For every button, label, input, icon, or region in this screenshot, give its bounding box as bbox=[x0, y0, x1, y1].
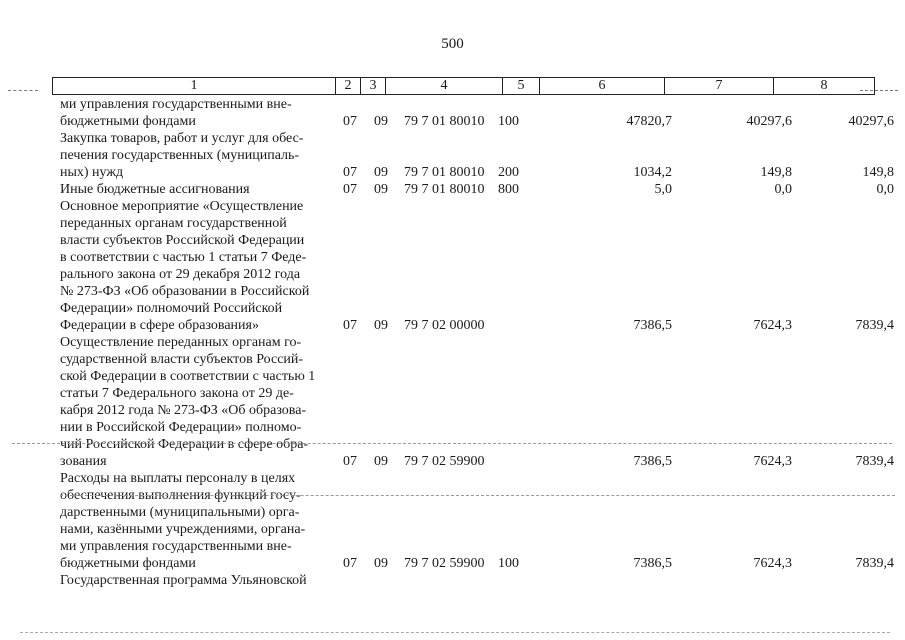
row-description bbox=[60, 96, 340, 130]
scan-artifact-line bbox=[12, 443, 892, 444]
amount-col-6: 1034,2 bbox=[633, 165, 672, 180]
description-line: нами, казёнными учреждениями, органа- bbox=[60, 522, 306, 537]
row-description bbox=[60, 181, 340, 198]
row-description bbox=[60, 572, 340, 589]
scan-artifact-line bbox=[860, 90, 898, 91]
header-col-2: 2 bbox=[336, 78, 361, 95]
description-line: ных) нужд bbox=[60, 165, 124, 180]
amount-col-7: 7624,3 bbox=[753, 318, 792, 333]
target-article-code: 79 7 01 80010 bbox=[404, 114, 485, 129]
amount-col-8: 40297,6 bbox=[848, 114, 894, 129]
description-line: кабря 2012 года № 273-ФЗ «Об образова- bbox=[60, 403, 307, 418]
expense-type-code: 100 bbox=[498, 556, 519, 571]
description-line: зования bbox=[60, 454, 107, 469]
table-row bbox=[52, 130, 894, 181]
subsection-code: 09 bbox=[374, 454, 388, 469]
description-line: Государственная программа Ульяновской bbox=[60, 573, 307, 588]
expense-type-code: 800 bbox=[498, 182, 519, 197]
description-line: нии в Российской Федерации» полномо- bbox=[60, 420, 302, 435]
header-col-1: 1 bbox=[53, 78, 336, 95]
description-line: № 273-ФЗ «Об образовании в Российской bbox=[60, 284, 310, 299]
description-line: ской Федерации в соответствии с частью 1 bbox=[60, 369, 316, 384]
expense-type-code: 200 bbox=[498, 165, 519, 180]
description-line: в соответствии с частью 1 статьи 7 Феде- bbox=[60, 250, 307, 265]
target-article-code: 79 7 02 00000 bbox=[404, 318, 485, 333]
description-line: чий Российской Федерации в сфере обра- bbox=[60, 437, 309, 452]
amount-col-8: 149,8 bbox=[862, 165, 894, 180]
description-line: ми управления государственными вне- bbox=[60, 539, 292, 554]
amount-col-7: 149,8 bbox=[760, 165, 792, 180]
target-article-code: 79 7 01 80010 bbox=[404, 165, 485, 180]
scan-artifact-line bbox=[20, 632, 890, 633]
amount-col-8: 0,0 bbox=[876, 182, 894, 197]
description-line: Федерации в сфере образования» bbox=[60, 318, 259, 333]
amount-col-7: 0,0 bbox=[774, 182, 792, 197]
header-col-7: 7 bbox=[665, 78, 774, 95]
header-col-8: 8 bbox=[774, 78, 875, 95]
amount-col-6: 7386,5 bbox=[633, 556, 672, 571]
section-code: 07 bbox=[343, 165, 357, 180]
table-row bbox=[52, 198, 894, 334]
budget-rows bbox=[52, 96, 894, 589]
amount-col-6: 5,0 bbox=[654, 182, 672, 197]
description-line: ми управления государственными вне- bbox=[60, 97, 292, 112]
description-line: Федерации» полномочий Российской bbox=[60, 301, 283, 316]
amount-col-6: 7386,5 bbox=[633, 318, 672, 333]
section-code: 07 bbox=[343, 556, 357, 571]
description-line: дарственными (муниципальными) орга- bbox=[60, 505, 300, 520]
description-line: обеспечения выполнения функций госу- bbox=[60, 488, 301, 503]
subsection-code: 09 bbox=[374, 114, 388, 129]
description-line: статьи 7 Федерального закона от 29 де- bbox=[60, 386, 294, 401]
subsection-code: 09 bbox=[374, 556, 388, 571]
description-line: власти субъектов Российской Федерации bbox=[60, 233, 305, 248]
target-article-code: 79 7 02 59900 bbox=[404, 556, 485, 571]
description-line: Расходы на выплаты персоналу в целях bbox=[60, 471, 296, 486]
expense-type-code: 100 bbox=[498, 114, 519, 129]
page-number: 500 bbox=[441, 36, 464, 52]
row-description bbox=[60, 130, 340, 181]
section-code: 07 bbox=[343, 454, 357, 469]
description-line: Закупка товаров, работ и услуг для обес- bbox=[60, 131, 304, 146]
amount-col-6: 47820,7 bbox=[626, 114, 672, 129]
header-col-6: 6 bbox=[540, 78, 665, 95]
subsection-code: 09 bbox=[374, 318, 388, 333]
amount-col-8: 7839,4 bbox=[855, 454, 894, 469]
section-code: 07 bbox=[343, 318, 357, 333]
target-article-code: 79 7 01 80010 bbox=[404, 182, 485, 197]
header-col-3: 3 bbox=[361, 78, 386, 95]
section-code: 07 bbox=[343, 182, 357, 197]
amount-col-8: 7839,4 bbox=[855, 318, 894, 333]
scan-artifact-line bbox=[60, 495, 895, 496]
description-line: рального закона от 29 декабря 2012 года bbox=[60, 267, 301, 282]
description-line: бюджетными фондами bbox=[60, 114, 196, 129]
table-row bbox=[52, 470, 894, 572]
table-row bbox=[52, 181, 894, 198]
table-row bbox=[52, 572, 340, 589]
scan-artifact-line bbox=[8, 90, 38, 91]
amount-col-6: 7386,5 bbox=[633, 454, 672, 469]
header-col-4: 4 bbox=[386, 78, 503, 95]
table-row bbox=[52, 334, 894, 470]
description-line: Основное мероприятие «Осуществление bbox=[60, 199, 304, 214]
subsection-code: 09 bbox=[374, 165, 388, 180]
row-description bbox=[60, 198, 340, 334]
description-line: Иные бюджетные ассигнования bbox=[60, 182, 250, 197]
description-line: бюджетными фондами bbox=[60, 556, 196, 571]
description-line: печения государственных (муниципаль- bbox=[60, 148, 300, 163]
table-row bbox=[52, 96, 894, 130]
row-description bbox=[60, 470, 340, 572]
description-line: Осуществление переданных органам го- bbox=[60, 335, 302, 350]
subsection-code: 09 bbox=[374, 182, 388, 197]
amount-col-7: 7624,3 bbox=[753, 556, 792, 571]
column-header-table bbox=[52, 77, 875, 95]
target-article-code: 79 7 02 59900 bbox=[404, 454, 485, 469]
row-description bbox=[60, 334, 340, 470]
description-line: сударственной власти субъектов Россий- bbox=[60, 352, 304, 367]
header-col-5: 5 bbox=[503, 78, 540, 95]
amount-col-7: 40297,6 bbox=[746, 114, 792, 129]
description-line: переданных органам государственной bbox=[60, 216, 287, 231]
amount-col-7: 7624,3 bbox=[753, 454, 792, 469]
section-code: 07 bbox=[343, 114, 357, 129]
amount-col-8: 7839,4 bbox=[855, 556, 894, 571]
